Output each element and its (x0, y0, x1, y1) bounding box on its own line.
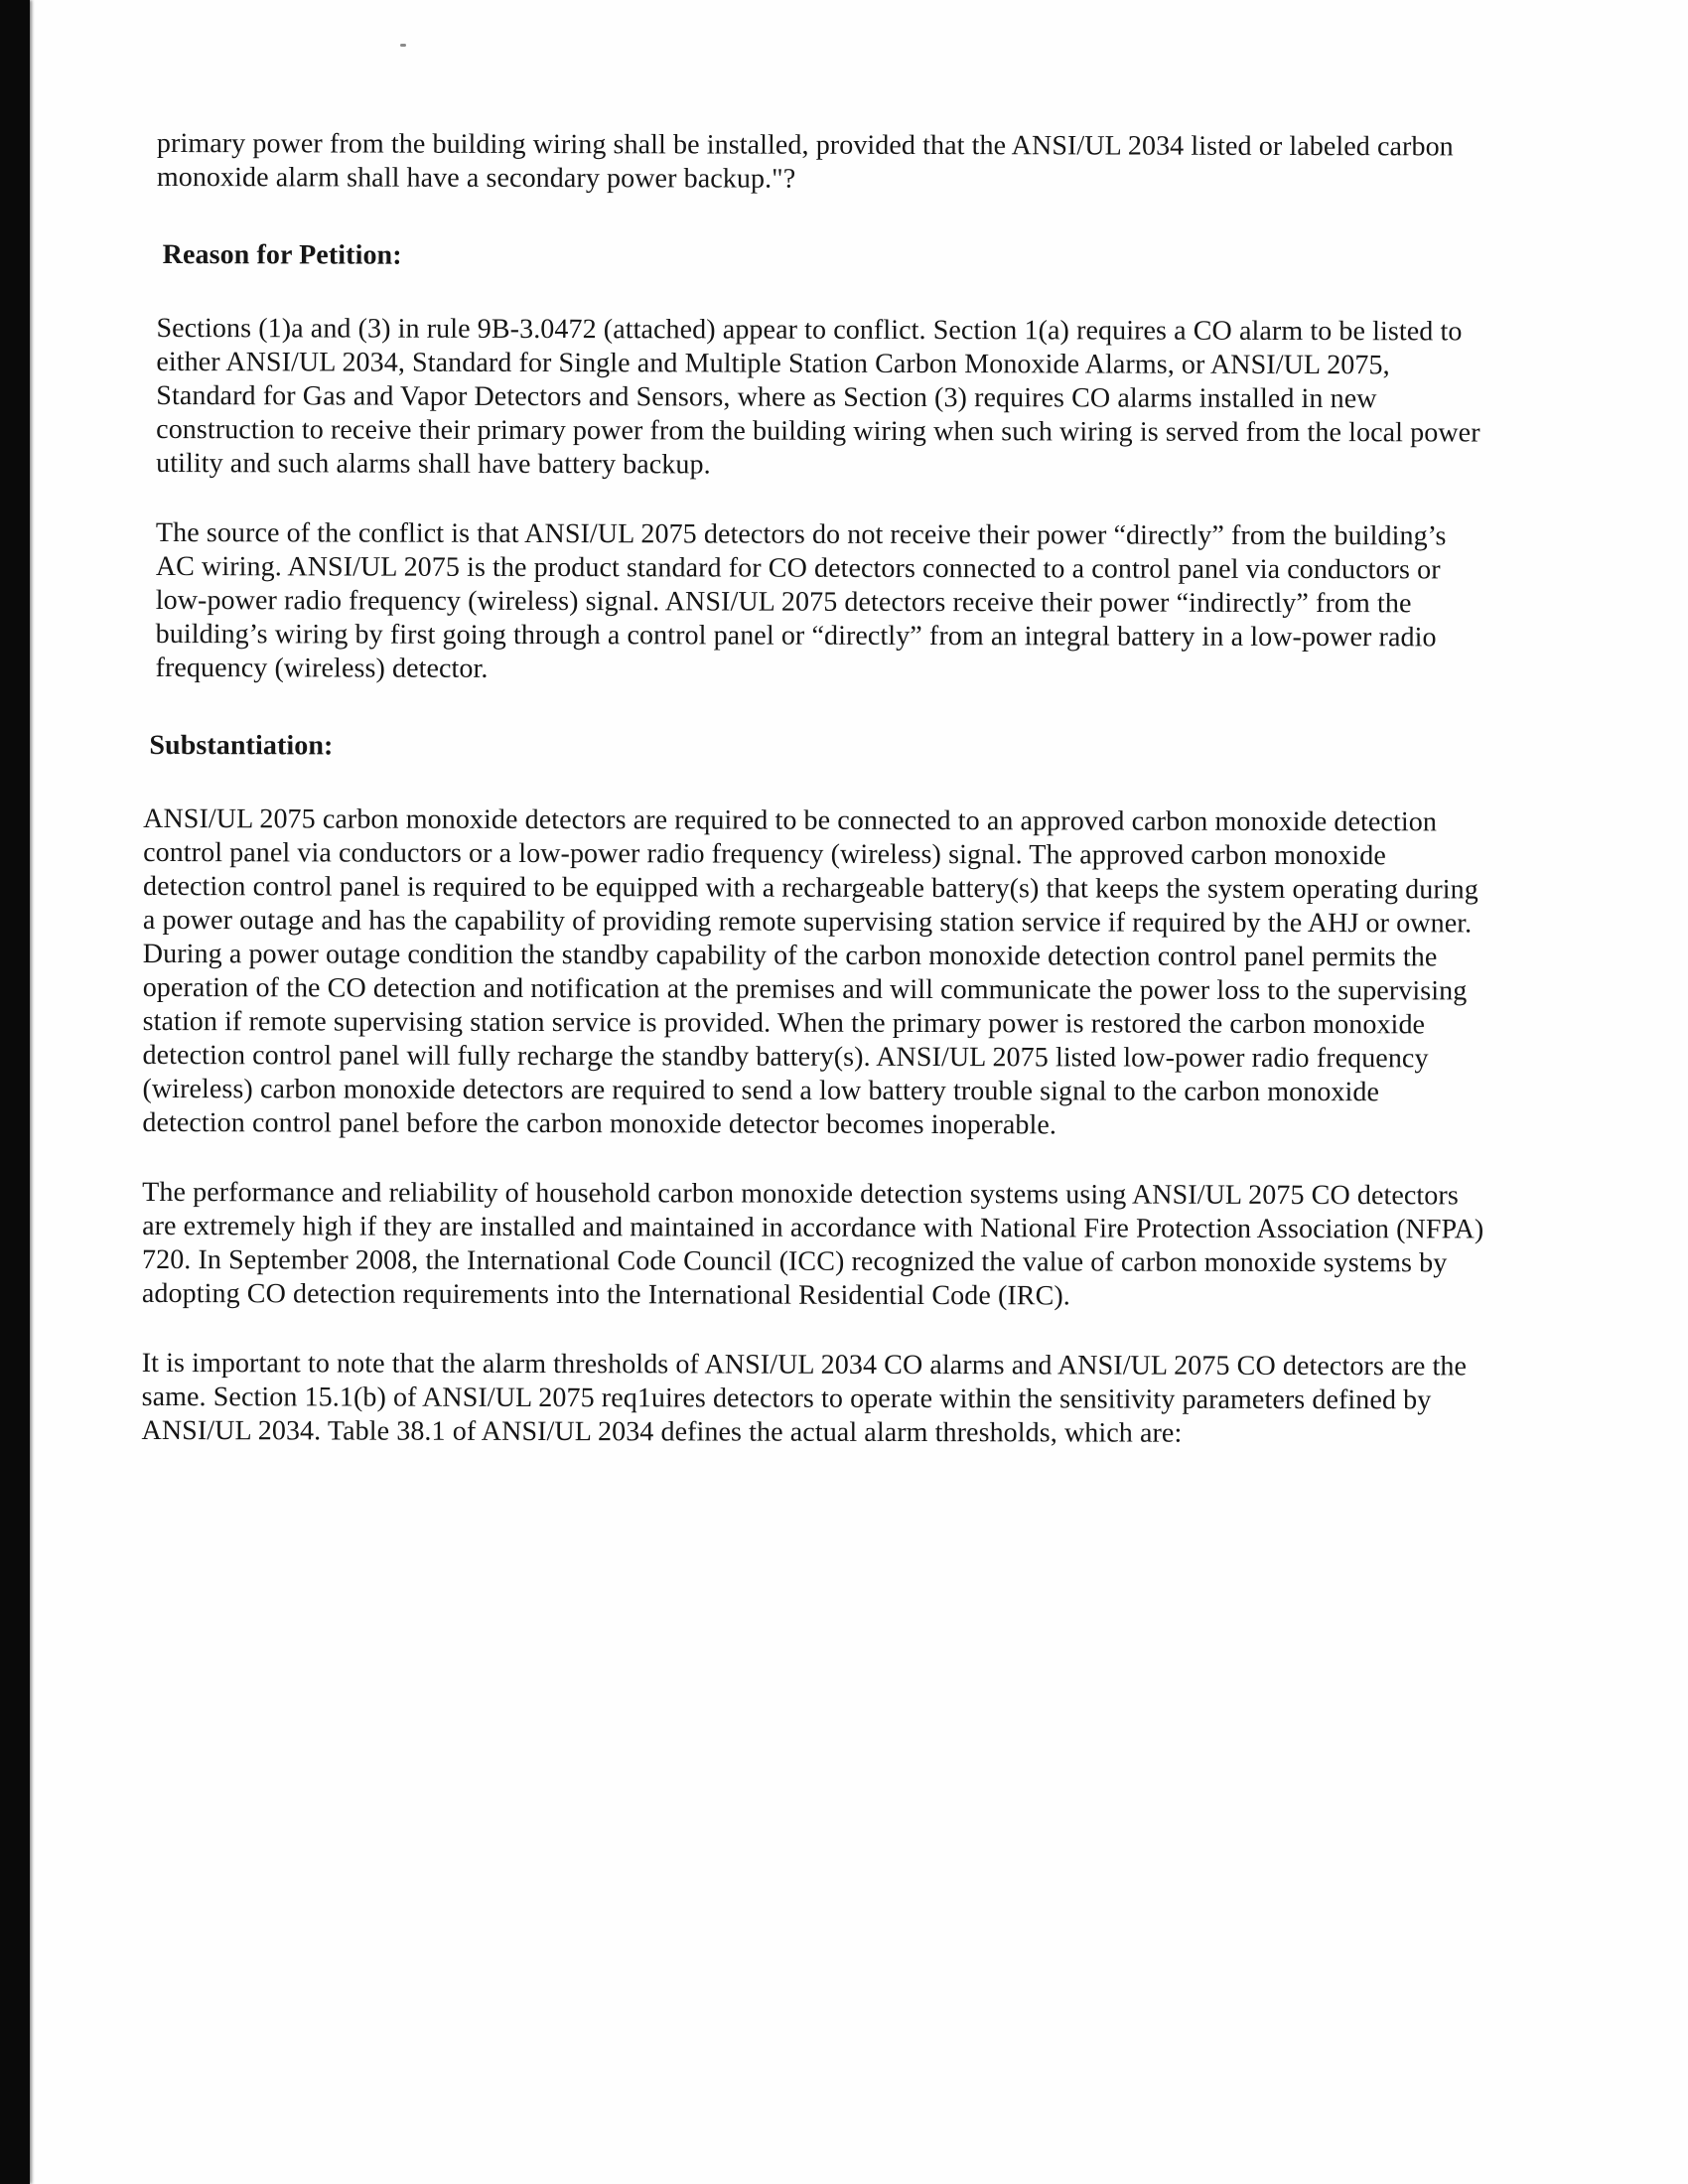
document-text-column (141, 127, 1487, 1488)
section-reason-for-petition (156, 238, 1487, 689)
substantiation-paragraph-2: The performance and reliability of household carbon monoxide detection systems using ANSI/UL 2075 CO detectors are extremely high if they are installed and maintained in accordance with National Fire Protection Association (NFPA) 720. In September 2008, the International Code Council (ICC) recognized the value of carbon monoxide systems by adopting CO detection requirements into the International Residential Code (IRC). (141, 1176, 1484, 1312)
reason-paragraph-2: The source of the conflict is that ANSI/UL 2075 detectors do not receive their power “directly” from the building’s AC wiring. ANSI/UL 2075 is the product standard for CO detectors connected to a control panel via conductors or low-power radio frequency (wireless) signal. ANSI/UL 2075 detectors receive their power “indirectly” from the building’s wiring by first going through a control panel or “directly” from an integral battery in a low-power radio frequency (wireless) detector. (155, 516, 1447, 684)
lead-paragraph-continuation: primary power from the building wiring shall be installed, provided that the ANSI/UL 2034 listed or labeled carbon monoxide alarm shall have a secondary power backup."? (156, 128, 1454, 195)
section-substantiation (141, 729, 1486, 1452)
substantiation-paragraph-1: ANSI/UL 2075 carbon monoxide detectors are required to be connected to an approved carbon monoxide detection control panel via conductors or a low-power radio frequency (wireless) signal. The approved carbon monoxide detection control panel is required to be equipped with a rechargeable battery(s) that keeps the system operating during a power outage and has the capability of providing remote supervising station service if required by the AHJ or owner. During a power outage condition the standby capability of the carbon monoxide detection control panel permits the operation of the CO detection and notification at the premises and will communicate the power loss to the supervising station if remote supervising station service is provided. When the primary power is restored the carbon monoxide detection control panel will fully recharge the standby battery(s). ANSI/UL 2075 listed low-power radio frequency (wireless) carbon monoxide detectors are required to send a low battery trouble signal to the carbon monoxide detection control panel before the carbon monoxide detector becomes inoperable. (142, 802, 1478, 1141)
scan-speck-artifact (400, 44, 406, 47)
section-heading-reason-for-petition: Reason for Petition: (162, 239, 402, 271)
reason-paragraph-1: Sections (1)a and (3) in rule 9B-3.0472 (attached) appear to conflict. Section 1(a) requires a CO alarm to be listed to either ANSI/UL 2034, Standard for Single and Multiple Station Carbon Monoxide Alarms, or ANSI/UL 2075, Standard for Gas and Vapor Detectors and Sensors, where as Section (3) requires CO alarms installed in new construction to receive their primary power from the building wiring when such wiring is served from the local power utility and such alarms shall have battery backup. (156, 312, 1480, 481)
section-heading-substantiation: Substantiation: (149, 729, 334, 762)
scan-edge-artifact (0, 0, 30, 2184)
substantiation-paragraph-3: It is important to note that the alarm thresholds of ANSI/UL 2034 CO alarms and ANSI/UL 2075 CO detectors are the same. Section 15.1(b) of ANSI/UL 2075 req1uires detectors to operate within the sensitivity parameters defined by ANSI/UL 2034. Table 38.1 of ANSI/UL 2034 defines the actual alarm thresholds, which are: (141, 1347, 1468, 1449)
